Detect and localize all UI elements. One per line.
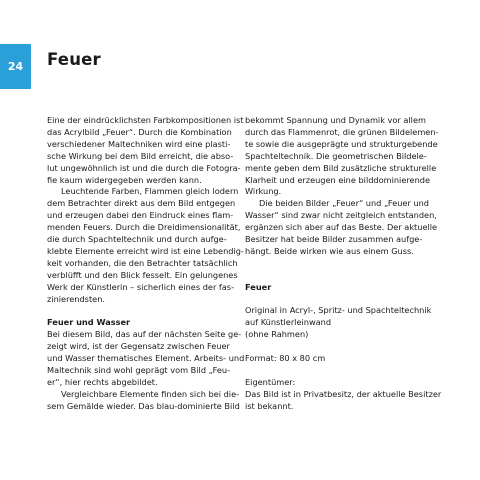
text-line: sche Wirkung bei dem Bild erreicht, die abso- (47, 150, 234, 161)
owner-label: Eigentümer: (245, 376, 296, 387)
text-line: ist bekannt. (245, 400, 294, 411)
text-line: er“, hier rechts abgebildet. (47, 376, 158, 387)
text-line: mente geben dem Bild zusätzliche strukturelle (245, 162, 437, 173)
text-line: und Wasser thematisches Element. Arbeits- und (47, 353, 245, 364)
left-column (47, 115, 245, 413)
artwork-technique (245, 305, 440, 341)
text-line: Besitzer hat beide Bilder zusammen aufge- (245, 234, 423, 245)
page-number-badge (0, 44, 31, 89)
text-line: Werk der Künstlerin – sicherlich eines der fas- (47, 281, 235, 292)
text-line: durch das Flammenrot, die grünen Bildelemen- (245, 126, 439, 137)
page-number: 24 (7, 60, 24, 73)
text-line: Format: 80 x 80 cm (245, 353, 326, 364)
artwork-owner (245, 377, 440, 413)
section-heading: Feuer und Wasser (47, 317, 131, 328)
text-line: klebte Elemente erreicht wird ist eine Lebendig- (47, 245, 244, 256)
text-line: Eine der eindrücklichsten Farbkompositionen ist (47, 115, 244, 125)
text-line: menden Feuers. Durch die Dreidimensionalität, (47, 222, 241, 233)
text-line: ergänzen sich aber auf das Beste. Der aktuelle (245, 222, 438, 233)
text-line: verschiedener Maltechniken wird eine plasti- (47, 138, 231, 149)
text-line: Klarheit und erzeugen eine bilddominierende (245, 174, 431, 185)
description-paragraph (47, 186, 244, 305)
page-title: Feuer (47, 50, 101, 69)
text-line: Original in Acryl-, Spritz- und Spachteltechnik (245, 305, 432, 316)
text-line: Spachteltechnik. Die geometrischen Bildele- (245, 150, 427, 161)
text-line: lut ungewöhnlich ist und die durch die Fotogra- (47, 162, 241, 173)
text-line: keit vorhanden, die den Betrachter tatsächlich (47, 257, 238, 268)
text-line: (ohne Rahmen) (245, 329, 309, 340)
text-line: Bei diesem Bild, das auf der nächsten Seite ge- (47, 329, 242, 340)
text-line: Vergleichbare Elemente finden sich bei die- (61, 388, 240, 399)
right-column (245, 115, 440, 413)
text-line: zeigt wird, ist der Gegensatz zwischen Feuer (47, 341, 230, 352)
text-line: auf Künstlerleinwand (245, 317, 332, 328)
text-line: bekommt Spannung und Dynamik vor allem (245, 115, 426, 125)
text-line: sem Gemälde wieder. Das blau-dominierte Bild (47, 400, 240, 411)
section-paragraph (47, 389, 238, 413)
description-paragraph (245, 198, 440, 258)
intro-paragraph (47, 115, 244, 186)
artwork-info-heading: Feuer (245, 281, 272, 292)
text-line: die durch Spachteltechnik und durch aufge- (47, 234, 227, 245)
text-line: Die beiden Bilder „Feuer“ und „Feuer und (259, 198, 430, 209)
artwork-format (245, 353, 440, 365)
text-line: Maltechnik sind wohl geprägt vom Bild „Feu- (47, 365, 231, 376)
text-line: dem Betrachter direkt aus dem Bild entgegen (47, 198, 236, 209)
text-line: Wasser“ sind zwar nicht zeitgleich entstanden, (245, 210, 437, 221)
section-paragraph (47, 329, 245, 389)
text-line: Das Bild ist in Privatbesitz, der aktuelle Besitzer (245, 388, 442, 399)
text-line: Wirkung. (245, 186, 282, 197)
continued-paragraph (245, 115, 440, 198)
text-line: zinierendsten. (47, 293, 105, 304)
text-line: das Acrylbild „Feuer“. Durch die Kombination (47, 126, 232, 137)
text-line: verblüfft und den Blick fesselt. Ein gelungenes (47, 269, 238, 280)
text-line: fie kaum widergegeben werden kann. (47, 174, 202, 185)
text-line: hängt. Beide wirken wie aus einem Guss. (245, 245, 414, 256)
text-line: und erzeugen dabei den Eindruck eines flam- (47, 210, 234, 221)
text-line: te sowie die ausgeprägte und strukturgebende (245, 138, 438, 149)
text-line: Leuchtende Farben, Flammen gleich lodern (61, 186, 239, 197)
